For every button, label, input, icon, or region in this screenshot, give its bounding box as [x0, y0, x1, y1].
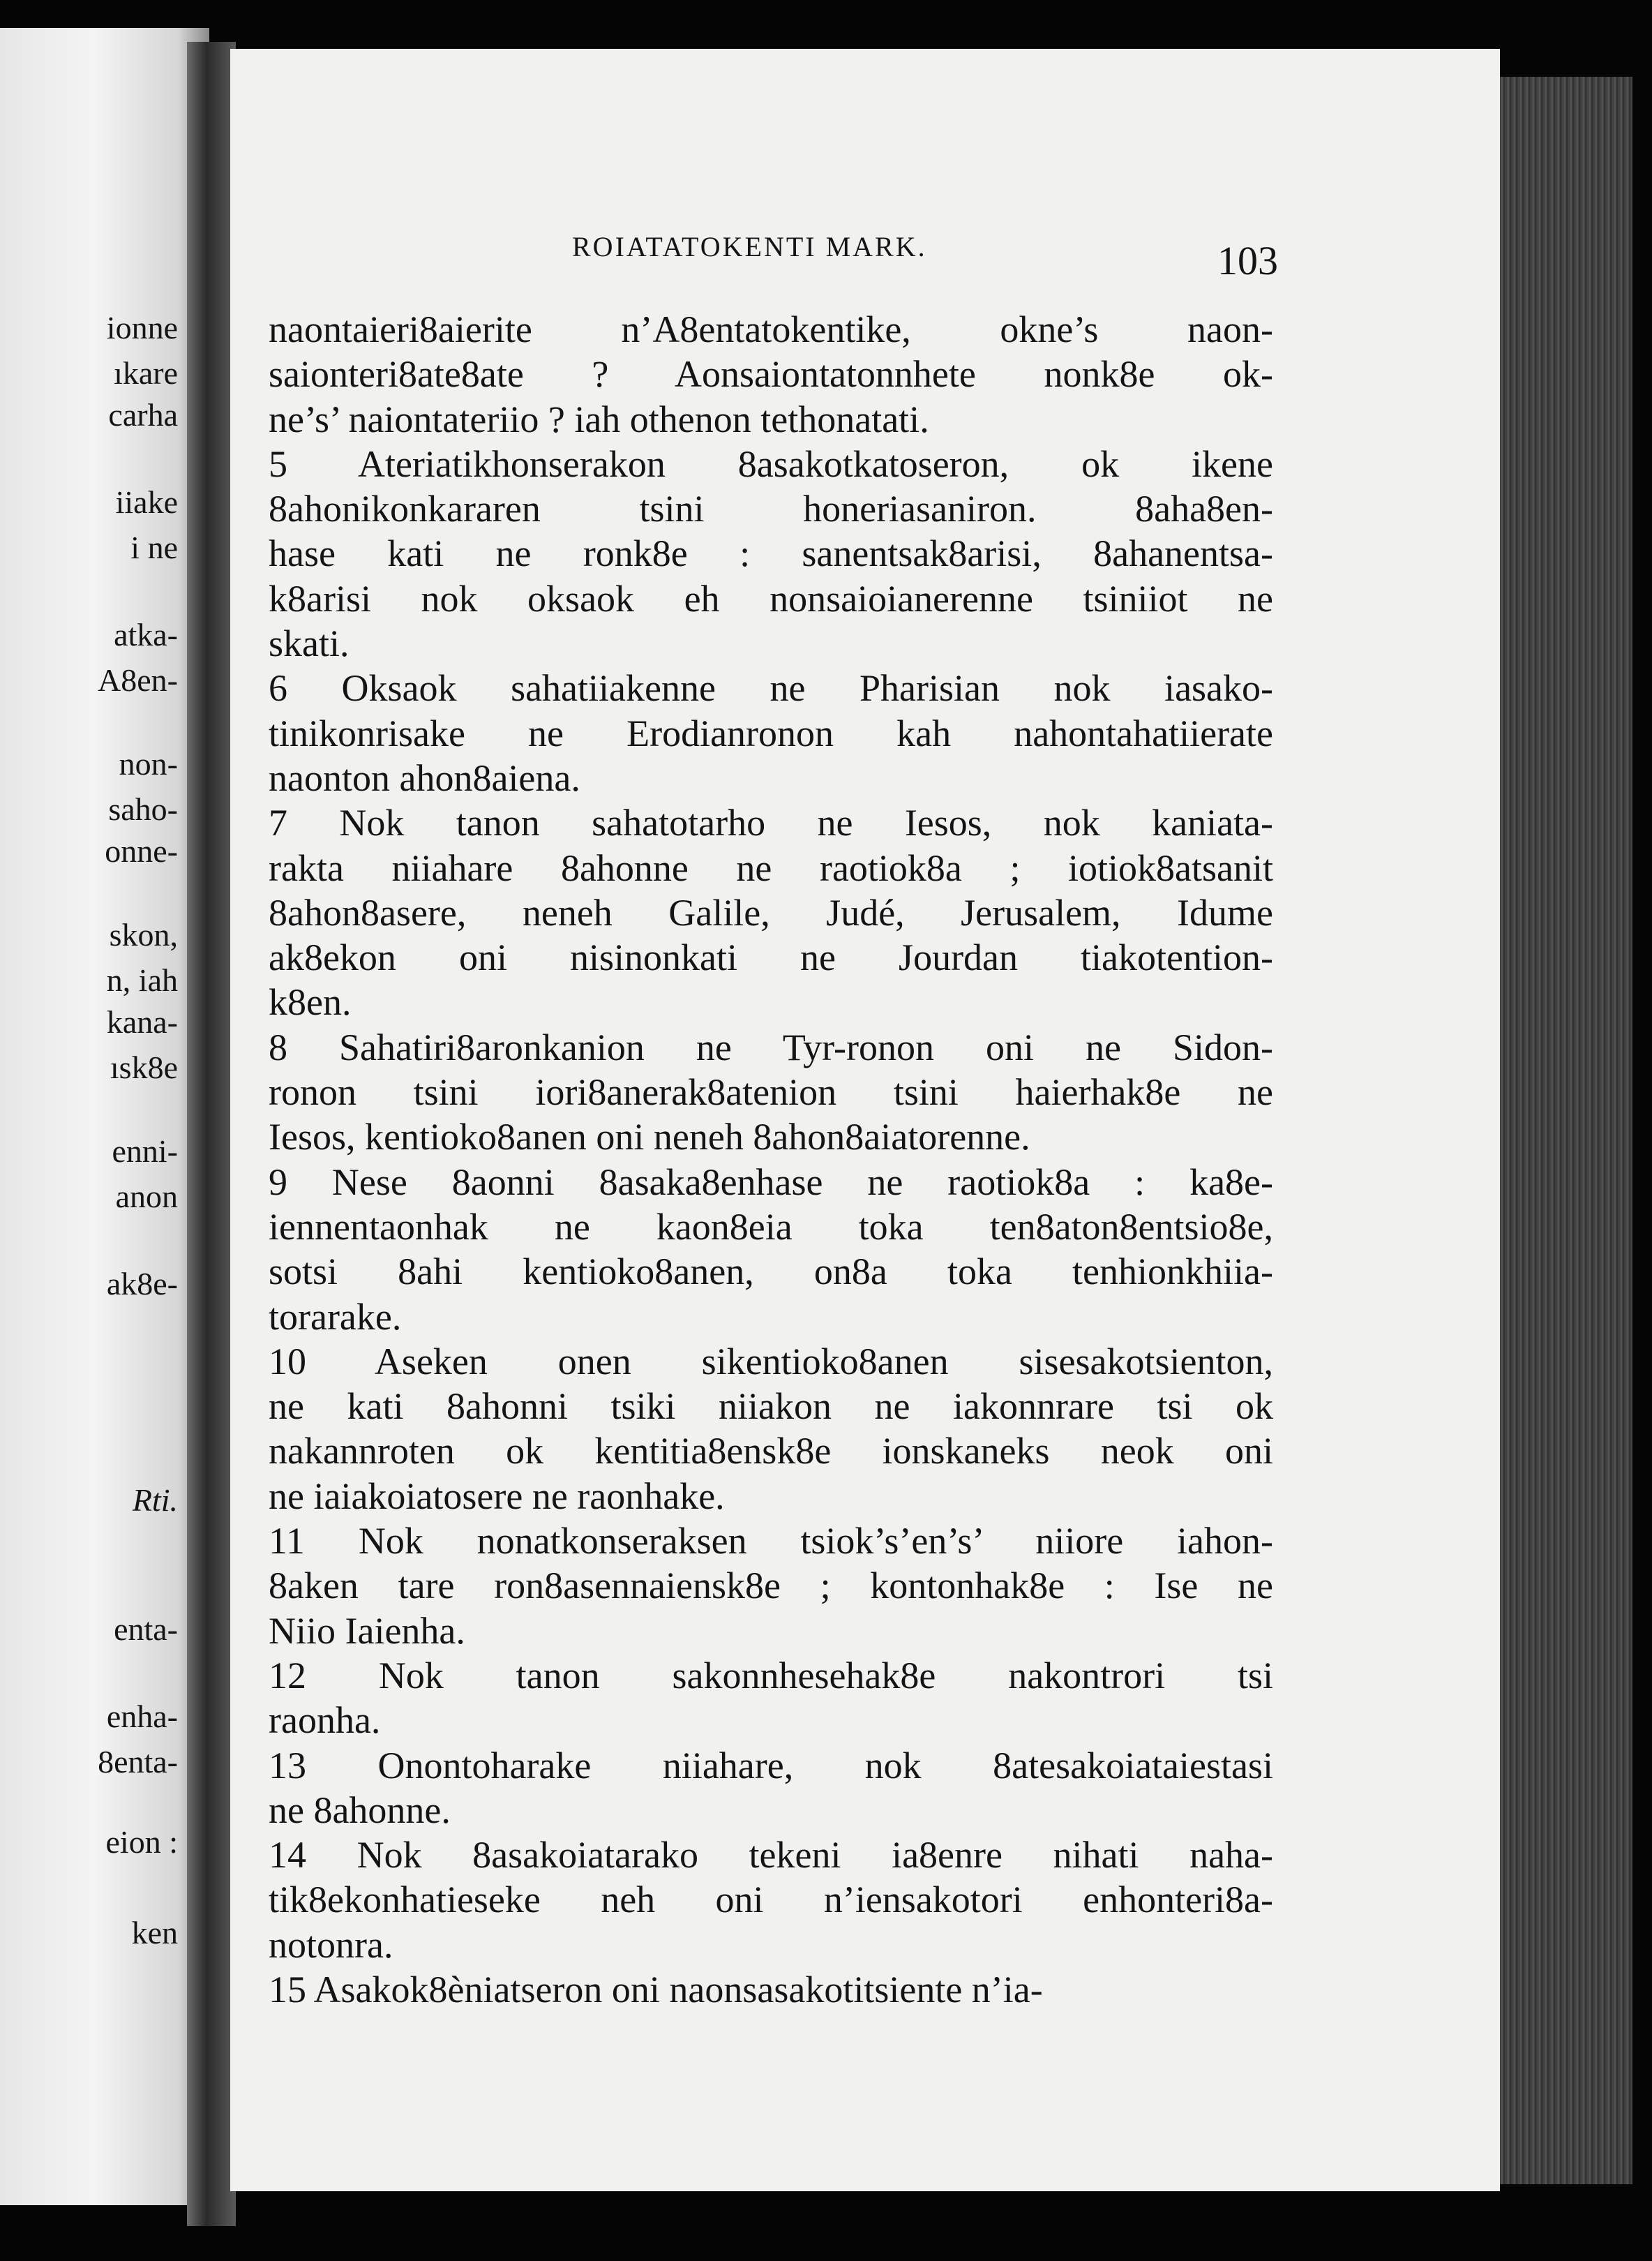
left-page-fragment: n, iah — [106, 962, 178, 998]
text-line: 8ahonikonkararen tsini honeriasaniron. 8aha8en- — [269, 488, 1273, 530]
left-page-fragment: ıkare — [114, 355, 178, 391]
text-line: 7 Nok tanon sahatotarho ne Iesos, nok kaniata- — [269, 802, 1273, 844]
left-page-fragment: carha — [108, 397, 178, 433]
left-page-fragment: i ne — [130, 530, 178, 565]
text-line: iennentaonhak ne kaon8eia toka ten8aton8entsio8e, — [269, 1205, 1273, 1248]
text-line: hase kati ne ronk8e : sanentsak8arisi, 8ahanentsa- — [269, 532, 1273, 575]
left-page-fragment: eion : — [105, 1824, 178, 1860]
left-page-fragment: kana- — [106, 1004, 178, 1040]
text-line: 14 Nok 8asakoiatarako tekeni ia8enre nihati naha- — [269, 1834, 1273, 1876]
text-line: 11 Nok nonatkonseraksen tsiok’s’en’s’ niiore iahon- — [269, 1520, 1273, 1562]
left-page-fragment: ısk8e — [110, 1050, 178, 1085]
text-line: 5 Ateriatikhonserakon 8asakotkatoseron, ok ikene — [269, 442, 1273, 485]
text-line: tik8ekonhatieseke neh oni n’iensakotori enhonteri8a- — [269, 1879, 1273, 1921]
text-line: ne iaiakoiatosere ne raonhake. — [269, 1475, 725, 1517]
text-line: naontaieri8aierite n’A8entatokentike, okne’s naon- — [269, 308, 1273, 350]
left-page-fragment: onne- — [105, 833, 178, 869]
running-title: ROIATATOKENTI MARK. — [572, 231, 927, 262]
left-page-fragment: 8enta- — [98, 1744, 178, 1779]
text-line: 8ahon8asere, neneh Galile, Judé, Jerusalem, Idume — [269, 891, 1273, 934]
text-line: k8arisi nok oksaok eh nonsaioianerenne tsiniiot ne — [269, 577, 1273, 620]
text-line: ne 8ahonne. — [269, 1789, 451, 1831]
left-page-fragment: skon, — [109, 917, 178, 953]
left-page-fragment: ak8e- — [106, 1266, 178, 1301]
text-line: rakta niiahare 8ahonne ne raotiok8a ; iotiok8atsanit — [269, 846, 1273, 889]
left-page-fragment: enta- — [114, 1611, 178, 1647]
text-line: Niio Iaienha. — [269, 1609, 465, 1652]
left-page-fragment: iiake — [115, 484, 178, 520]
left-page-fragment: non- — [119, 746, 178, 782]
text-line: nakannroten ok kentitia8ensk8e ionskaneks neok oni — [269, 1430, 1273, 1472]
text-line: 6 Oksaok sahatiiakenne ne Pharisian nok iasako- — [269, 667, 1273, 710]
text-line: skati. — [269, 622, 350, 665]
text-line: saionteri8ate8ate ? Aonsaiontatonnhete nonk8e ok- — [269, 353, 1273, 396]
page-number: 103 — [1217, 238, 1278, 283]
body-text — [269, 307, 1273, 2012]
text-line: 8 Sahatiri8aronkanion ne Tyr-ronon oni ne Sidon- — [269, 1026, 1273, 1068]
text-line: tinikonrisake ne Erodianronon kah nahontahatiierate — [269, 712, 1273, 754]
left-page-fragment: enha- — [106, 1699, 178, 1734]
left-page-fragment: A8en- — [98, 662, 178, 698]
page-edges — [1500, 77, 1632, 2184]
left-page-fragment: Rti. — [132, 1482, 178, 1518]
text-line: 10 Aseken onen sikentioko8anen sisesakotsienton, — [269, 1340, 1273, 1382]
left-page-fragment: enni- — [112, 1133, 178, 1169]
text-line: ne kati 8ahonni tsiki niiakon ne iakonnrare tsi ok — [269, 1385, 1273, 1428]
text-line: ronon tsini iori8anerak8atenion tsini haierhak8e ne — [269, 1071, 1273, 1114]
text-line: 8aken tare ron8asennaiensk8e ; kontonhak8e : Ise ne — [269, 1565, 1273, 1607]
left-page-fragment: atka- — [114, 617, 178, 652]
text-line: raonha. — [269, 1699, 381, 1742]
text-line: torarake. — [269, 1295, 402, 1338]
text-line: 13 Onontoharake niiahare, nok 8atesakoiataiestasi — [269, 1744, 1273, 1786]
text-line: ak8ekon oni nisinonkati ne Jourdan tiakotention- — [269, 937, 1273, 979]
left-page — [0, 28, 209, 2205]
left-page-fragment: ionne — [106, 310, 178, 345]
text-line: naonton ahon8aiena. — [269, 756, 580, 799]
text-line: 9 Nese 8aonni 8asaka8enhase ne raotiok8a : ka8e- — [269, 1161, 1273, 1203]
left-page-text — [0, 28, 209, 2205]
text-line: ne’s’ naiontateriio ? iah othenon tethonatati. — [269, 398, 929, 440]
book-gutter — [187, 42, 236, 2226]
text-line: 12 Nok tanon sakonnhesehak8e nakontrori tsi — [269, 1654, 1273, 1696]
text-line: notonra. — [269, 1923, 393, 1966]
text-line: sotsi 8ahi kentioko8anen, on8a toka tenhionkhiia- — [269, 1251, 1273, 1293]
text-line: Iesos, kentioko8anen oni neneh 8ahon8aiatorenne. — [269, 1116, 1030, 1158]
left-page-fragment: ken — [131, 1915, 178, 1950]
text-line: k8en. — [269, 981, 352, 1024]
left-page-fragment: saho- — [108, 791, 178, 827]
text-line: 15 Asakok8èniatseron oni naonsasakotitsiente n’ia- — [269, 1968, 1043, 2010]
left-page-fragment: anon — [115, 1179, 178, 1214]
